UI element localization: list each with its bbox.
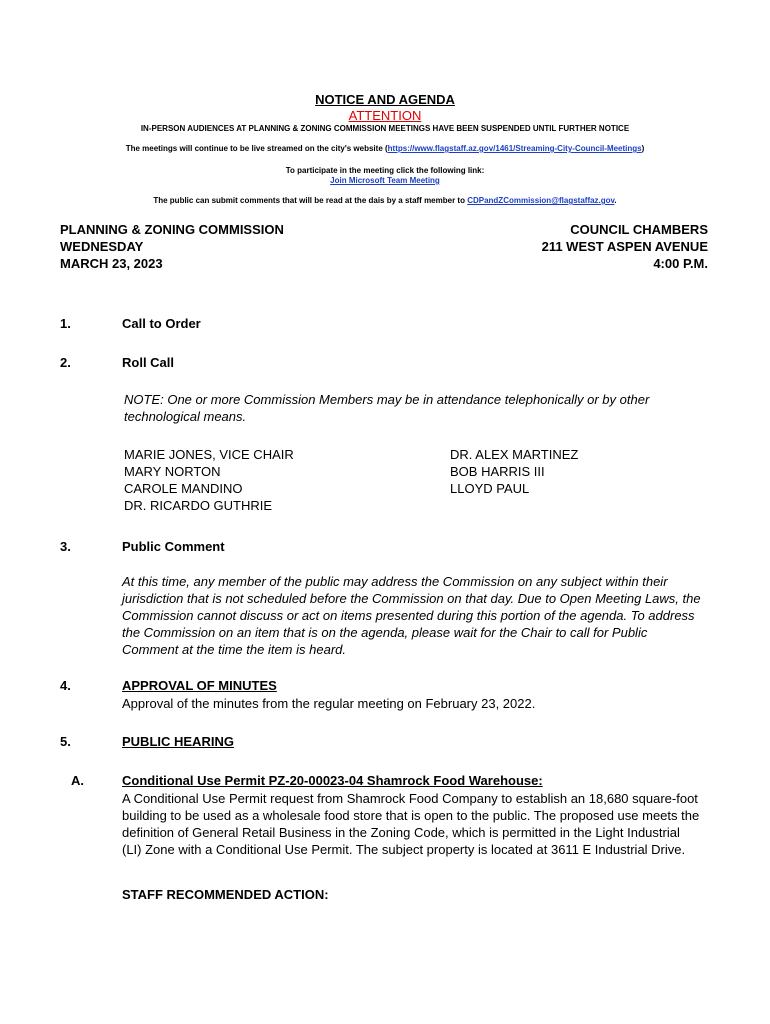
member-name: CAROLE MANDINO xyxy=(124,481,243,496)
comments-end: . xyxy=(614,196,617,205)
member-name: MARIE JONES, VICE CHAIR xyxy=(124,447,294,462)
stream-close: ) xyxy=(641,144,645,153)
comments-text: The public can submit comments that will be read at the dais by a staff member to xyxy=(153,196,468,205)
item-roll-call: Roll Call xyxy=(122,355,175,370)
member-name: MARY NORTON xyxy=(124,464,221,479)
minutes-text: Approval of the minutes from the regular meeting on February 23, 2022. xyxy=(122,696,536,711)
suspended-notice: IN-PERSON AUDIENCES AT PLANNING & ZONING COMMISSION MEETINGS HAVE BEEN SUSPENDED UNTIL FURTHER NOTICE xyxy=(140,124,630,133)
member-name: BOB HARRIS III xyxy=(450,464,545,479)
conditional-use-permit-text: A Conditional Use Permit request from Shamrock Food Company to establish an 18,680 square-foot building to be used as a wholesale food store that is open to the public. The proposed use meets the definition of General Retail Business in the Zoning Code, which is permitted in the Light Industrial (LI) Zone with a Conditional Use Permit. The subject property is located at 3611 E Industrial Drive. xyxy=(122,791,700,857)
item-call-to-order: Call to Order xyxy=(122,316,201,331)
stream-notice xyxy=(0,144,770,153)
item-number: 4. xyxy=(60,678,71,693)
page-title: NOTICE AND AGENDA xyxy=(315,92,455,107)
item-number: 1. xyxy=(60,316,71,331)
stream-text: The meetings will continue to be live streamed on the city's website ( xyxy=(125,144,388,153)
item-letter: A. xyxy=(71,773,84,788)
meeting-address: 211 WEST ASPEN AVENUE xyxy=(541,239,708,254)
member-name: DR. ALEX MARTINEZ xyxy=(450,447,579,462)
participate-text: To participate in the meeting click the following link: xyxy=(285,166,485,175)
roll-call-note: NOTE: One or more Commission Members may be in attendance telephonically or by other technological means. xyxy=(124,392,650,424)
public-comment-text: At this time, any member of the public may address the Commission on any subject within their jurisdiction that is not scheduled before the Commission on that day. Due to Open Meeting Laws, the Commission cannot discuss or act on items presented during this portion of the agenda. To address the Commission on an item that is on the agenda, please wait for the Chair to call for Public Comment at the time the item is heard. xyxy=(122,574,701,657)
members-right xyxy=(450,446,578,497)
staff-recommended-action: STAFF RECOMMENDED ACTION: xyxy=(122,887,329,902)
comments-notice xyxy=(0,196,770,205)
attention-heading: ATTENTION xyxy=(348,108,422,123)
meeting-time: 4:00 P.M. xyxy=(653,256,708,271)
member-name: LLOYD PAUL xyxy=(450,481,530,496)
members-left xyxy=(124,446,294,514)
stream-link[interactable]: https://www.flagstaff.az.gov/1461/Streaming-City-Council-Meetings xyxy=(387,144,642,153)
teams-link-row xyxy=(0,176,770,185)
teams-meeting-link[interactable]: Join Microsoft Team Meeting xyxy=(330,176,440,185)
meeting-date: MARCH 23, 2023 xyxy=(60,256,163,271)
commission-name: PLANNING & ZONING COMMISSION xyxy=(60,222,284,237)
member-name: DR. RICARDO GUTHRIE xyxy=(124,498,273,513)
meeting-location: COUNCIL CHAMBERS xyxy=(570,222,708,237)
item-public-hearing: PUBLIC HEARING xyxy=(122,734,234,749)
item-conditional-use-permit: Conditional Use Permit PZ-20-00023-04 Shamrock Food Warehouse: xyxy=(122,773,543,788)
meeting-info-left xyxy=(60,221,284,272)
comments-email-link[interactable]: CDPandZCommission@flagstaffaz.gov xyxy=(467,196,615,205)
item-approval-of-minutes: APPROVAL OF MINUTES xyxy=(122,678,277,693)
item-number: 2. xyxy=(60,355,71,370)
meeting-day: WEDNESDAY xyxy=(60,239,144,254)
item-public-comment: Public Comment xyxy=(122,539,225,554)
item-number: 3. xyxy=(60,539,71,554)
meeting-info-right xyxy=(542,221,708,272)
item-number: 5. xyxy=(60,734,71,749)
